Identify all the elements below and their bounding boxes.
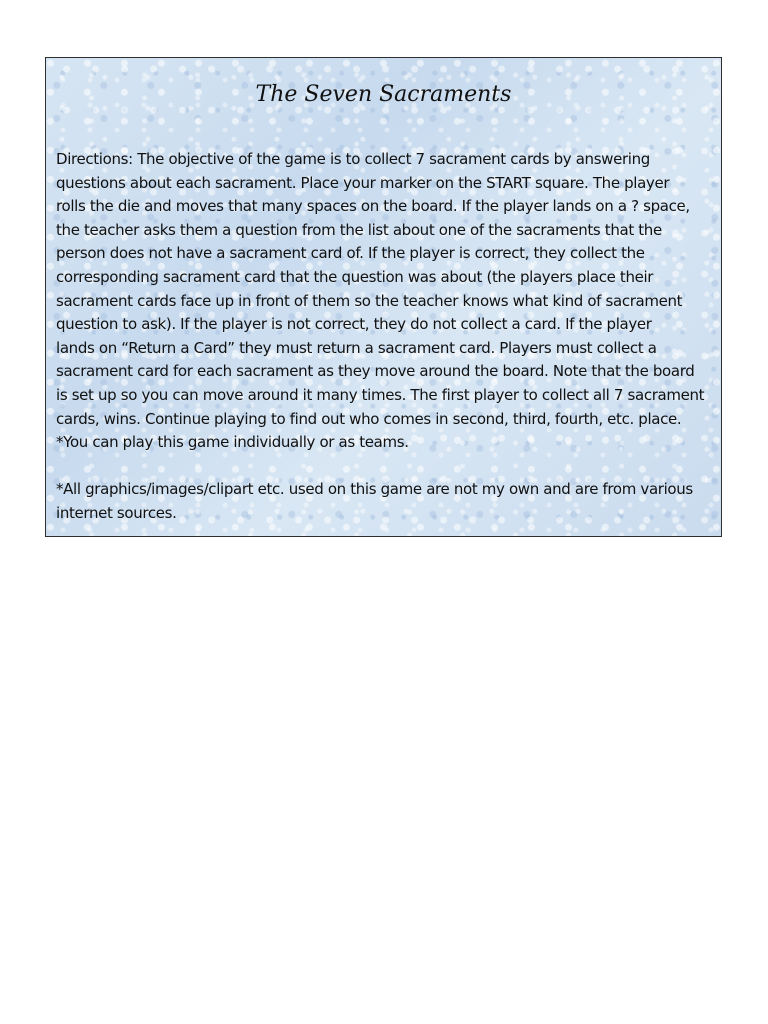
directions-line: lands on “Return a Card” they must return a sacrament card. Players must collect a (56, 338, 657, 357)
graphics-note (56, 478, 713, 525)
directions-line: rolls the die and moves that many spaces on the board. If the player lands on a ? space, (56, 197, 690, 216)
note-line: internet sources. (56, 503, 177, 522)
directions-line: sacrament cards face up in front of them so the teacher knows what kind of sacrament (56, 291, 683, 310)
directions-line: corresponding sacrament card that the question was about (the players place their (56, 267, 654, 286)
directions-line: *You can play this game individually or as teams. (56, 433, 409, 452)
instructions-card (45, 57, 722, 537)
directions-line: the teacher asks them a question from the list about one of the sacraments that the (56, 220, 662, 239)
card-title: The Seven Sacraments (255, 82, 512, 107)
directions-line: is set up so you can move around it many times. The first player to collect all 7 sacrament (56, 385, 705, 404)
directions-line: questions about each sacrament. Place your marker on the START square. The player (56, 173, 670, 192)
directions-line: sacrament card for each sacrament as they move around the board. Note that the board (56, 362, 695, 381)
note-line: *All graphics/images/clipart etc. used on this game are not my own and are from various (56, 480, 693, 498)
directions-line: person does not have a sacrament card of. If the player is correct, they collect the (56, 244, 645, 263)
directions-line: cards, wins. Continue playing to find out who comes in second, third, fourth, etc. place. (56, 409, 682, 428)
directions-line: Directions: The objective of the game is to collect 7 sacrament cards by answering (56, 150, 650, 168)
directions-line: question to ask). If the player is not correct, they do not collect a card. If the player (56, 315, 652, 334)
directions-paragraph (56, 148, 713, 455)
